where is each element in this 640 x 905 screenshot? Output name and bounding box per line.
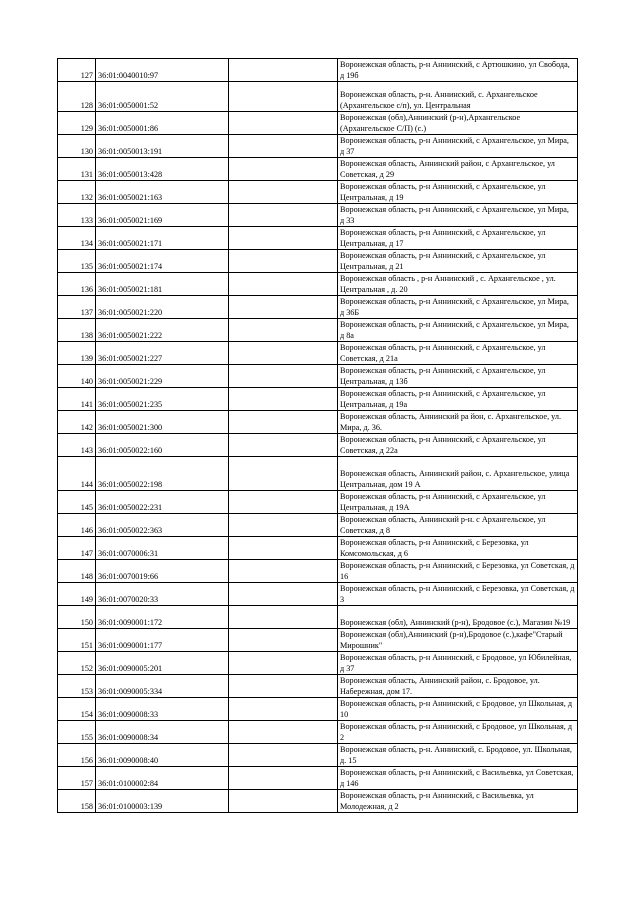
cadastral-number: 36:01:0050021:220 bbox=[96, 296, 229, 319]
empty-cell bbox=[229, 59, 338, 82]
cadastral-number: 36:01:0050013:428 bbox=[96, 158, 229, 181]
cadastral-number: 36:01:0070019:66 bbox=[96, 560, 229, 583]
row-number: 156 bbox=[58, 744, 96, 767]
row-number: 157 bbox=[58, 767, 96, 790]
address: Воронежская область, р-н Аннинский, с Березовка, ул Комсомольская, д 6 bbox=[338, 537, 578, 560]
empty-cell bbox=[229, 457, 338, 491]
table-row bbox=[58, 342, 578, 365]
cadastral-number: 36:01:0090008:40 bbox=[96, 744, 229, 767]
address: Воронежская область, Аннинский р-н. с Архангельское, ул Советская, д 8 bbox=[338, 514, 578, 537]
address: Воронежская область, р-н. Аннинский, с. Архангельское (Архангельское с/п), ул. Центральная bbox=[338, 82, 578, 112]
row-number: 138 bbox=[58, 319, 96, 342]
address: Воронежская область, р-н Аннинский, с Бродовое, ул Школьная, д 2 bbox=[338, 721, 578, 744]
table-row bbox=[58, 250, 578, 273]
table-row bbox=[58, 514, 578, 537]
table-row bbox=[58, 583, 578, 606]
table-row bbox=[58, 652, 578, 675]
cadastral-number: 36:01:0090008:33 bbox=[96, 698, 229, 721]
cadastral-number: 36:01:0040010:97 bbox=[96, 59, 229, 82]
row-number: 133 bbox=[58, 204, 96, 227]
row-number: 158 bbox=[58, 790, 96, 813]
address: Воронежская область, р-н Аннинский, с Бродовое, ул Юбилейная, д 37 bbox=[338, 652, 578, 675]
empty-cell bbox=[229, 250, 338, 273]
row-number: 140 bbox=[58, 365, 96, 388]
property-registry-table bbox=[57, 58, 578, 813]
cadastral-number: 36:01:0100003:139 bbox=[96, 790, 229, 813]
empty-cell bbox=[229, 158, 338, 181]
cadastral-number: 36:01:0050021:229 bbox=[96, 365, 229, 388]
table-row bbox=[58, 59, 578, 82]
address: Воронежская область, Аннинский район, с Архангельское, ул Советская, д 29 bbox=[338, 158, 578, 181]
table-row bbox=[58, 721, 578, 744]
cadastral-number: 36:01:0050021:169 bbox=[96, 204, 229, 227]
cadastral-number: 36:01:0100002:84 bbox=[96, 767, 229, 790]
empty-cell bbox=[229, 629, 338, 652]
cadastral-number: 36:01:0050021:171 bbox=[96, 227, 229, 250]
row-number: 145 bbox=[58, 491, 96, 514]
address: Воронежская (обл), Аннинский (р-н), Бродовое (с.), Магазин №19 bbox=[338, 606, 578, 629]
table-row bbox=[58, 112, 578, 135]
row-number: 146 bbox=[58, 514, 96, 537]
row-number: 136 bbox=[58, 273, 96, 296]
address: Воронежская (обл),Аннинский (р-н),Бродовое (с.),кафе"Старый Мирошник" bbox=[338, 629, 578, 652]
empty-cell bbox=[229, 606, 338, 629]
address: Воронежская область, Аннинский район, с. Бродовое, ул. Набережная, дом 17. bbox=[338, 675, 578, 698]
table-row bbox=[58, 181, 578, 204]
row-number: 127 bbox=[58, 59, 96, 82]
table-row bbox=[58, 560, 578, 583]
registry-rows bbox=[58, 59, 578, 813]
row-number: 150 bbox=[58, 606, 96, 629]
address: Воронежская область, Аннинский район, с. Архангельское, улица Центральная, дом 19 А bbox=[338, 457, 578, 491]
table-row bbox=[58, 365, 578, 388]
address: Воронежская область, р-н Аннинский, с Архангельское, ул Центральная, д 17 bbox=[338, 227, 578, 250]
row-number: 143 bbox=[58, 434, 96, 457]
table-row bbox=[58, 457, 578, 491]
cadastral-number: 36:01:0050022:160 bbox=[96, 434, 229, 457]
cadastral-number: 36:01:0090005:201 bbox=[96, 652, 229, 675]
cadastral-number: 36:01:0050021:235 bbox=[96, 388, 229, 411]
address: Воронежская область, Аннинский ра йон, с. Архангельское, ул. Мира, д. 36. bbox=[338, 411, 578, 434]
table-row bbox=[58, 319, 578, 342]
empty-cell bbox=[229, 698, 338, 721]
empty-cell bbox=[229, 434, 338, 457]
cadastral-number: 36:01:0050021:163 bbox=[96, 181, 229, 204]
address: Воронежская область, р-н Аннинский, с Васильевка, ул Советская, д 146 bbox=[338, 767, 578, 790]
empty-cell bbox=[229, 112, 338, 135]
address: Воронежская область, р-н Аннинский, с Васильевка, ул Молодежная, д 2 bbox=[338, 790, 578, 813]
empty-cell bbox=[229, 514, 338, 537]
address: Воронежская область, р-н Аннинский, с Архангельское, ул Мира, д 37 bbox=[338, 135, 578, 158]
row-number: 129 bbox=[58, 112, 96, 135]
table-row bbox=[58, 606, 578, 629]
row-number: 132 bbox=[58, 181, 96, 204]
empty-cell bbox=[229, 675, 338, 698]
empty-cell bbox=[229, 388, 338, 411]
table-row bbox=[58, 158, 578, 181]
row-number: 130 bbox=[58, 135, 96, 158]
address: Воронежская область, р-н Аннинский, с Бродовое, ул Школьная, д 10 bbox=[338, 698, 578, 721]
table-row bbox=[58, 675, 578, 698]
address: Воронежская область, р-н Аннинский, с Березовка, ул Советская, д 16 bbox=[338, 560, 578, 583]
row-number: 144 bbox=[58, 457, 96, 491]
address: Воронежская область, р-н Аннинский, с Архангельское, ул Советская, д 21а bbox=[338, 342, 578, 365]
empty-cell bbox=[229, 411, 338, 434]
cadastral-number: 36:01:0090008:34 bbox=[96, 721, 229, 744]
address: Воронежская область, р-н Аннинский, с Архангельское, ул Мира, д 33 bbox=[338, 204, 578, 227]
cadastral-number: 36:01:0050022:231 bbox=[96, 491, 229, 514]
address: Воронежская область, р-н Аннинский, с Архангельское, ул Мира, д 8а bbox=[338, 319, 578, 342]
table-row bbox=[58, 227, 578, 250]
address: Воронежская область, р-н Аннинский, с Архангельское, ул Центральная, д 13б bbox=[338, 365, 578, 388]
address: Воронежская область, р-н Аннинский, с Архангельское, ул Центральная, д 21 bbox=[338, 250, 578, 273]
address: Воронежская область, р-н Аннинский, с Архангельское, ул Центральная, д 19 bbox=[338, 181, 578, 204]
table-row bbox=[58, 767, 578, 790]
table-row bbox=[58, 698, 578, 721]
empty-cell bbox=[229, 342, 338, 365]
table-row bbox=[58, 204, 578, 227]
table-row bbox=[58, 491, 578, 514]
empty-cell bbox=[229, 319, 338, 342]
table-row bbox=[58, 82, 578, 112]
empty-cell bbox=[229, 296, 338, 319]
empty-cell bbox=[229, 273, 338, 296]
row-number: 137 bbox=[58, 296, 96, 319]
row-number: 155 bbox=[58, 721, 96, 744]
empty-cell bbox=[229, 744, 338, 767]
empty-cell bbox=[229, 537, 338, 560]
row-number: 152 bbox=[58, 652, 96, 675]
row-number: 128 bbox=[58, 82, 96, 112]
empty-cell bbox=[229, 491, 338, 514]
row-number: 147 bbox=[58, 537, 96, 560]
empty-cell bbox=[229, 767, 338, 790]
table-row bbox=[58, 296, 578, 319]
address: Воронежская область, р-н Аннинский, с Архангельское, ул Центральная, д 19а bbox=[338, 388, 578, 411]
cadastral-number: 36:01:0050001:52 bbox=[96, 82, 229, 112]
address: Воронежская (обл),Аннинский (р-н),Архангельское (Архангельское С/П) (с.) bbox=[338, 112, 578, 135]
row-number: 142 bbox=[58, 411, 96, 434]
address: Воронежская область, р-н Аннинский, с Архангельское, ул Советская, д 22а bbox=[338, 434, 578, 457]
address: Воронежская область, р-н Аннинский, с Архангельское, ул Мира, д 36Б bbox=[338, 296, 578, 319]
row-number: 153 bbox=[58, 675, 96, 698]
table-row bbox=[58, 434, 578, 457]
cadastral-number: 36:01:0050021:181 bbox=[96, 273, 229, 296]
cadastral-number: 36:01:0050021:174 bbox=[96, 250, 229, 273]
empty-cell bbox=[229, 204, 338, 227]
address: Воронежская область, р-н. Аннинский, с. Бродовое, ул. Школьная, д. 15 bbox=[338, 744, 578, 767]
row-number: 148 bbox=[58, 560, 96, 583]
table-row bbox=[58, 790, 578, 813]
empty-cell bbox=[229, 135, 338, 158]
cadastral-number: 36:01:0070020:33 bbox=[96, 583, 229, 606]
empty-cell bbox=[229, 790, 338, 813]
cadastral-number: 36:01:0070006:31 bbox=[96, 537, 229, 560]
row-number: 149 bbox=[58, 583, 96, 606]
empty-cell bbox=[229, 181, 338, 204]
cadastral-number: 36:01:0050021:222 bbox=[96, 319, 229, 342]
empty-cell bbox=[229, 721, 338, 744]
empty-cell bbox=[229, 652, 338, 675]
empty-cell bbox=[229, 583, 338, 606]
table-row bbox=[58, 135, 578, 158]
row-number: 131 bbox=[58, 158, 96, 181]
empty-cell bbox=[229, 82, 338, 112]
row-number: 139 bbox=[58, 342, 96, 365]
table-row bbox=[58, 629, 578, 652]
cadastral-number: 36:01:0050013:191 bbox=[96, 135, 229, 158]
row-number: 141 bbox=[58, 388, 96, 411]
cadastral-number: 36:01:0050001:86 bbox=[96, 112, 229, 135]
address: Воронежская область, р-н Аннинский, с Архангельское, ул Центральная, д 19А bbox=[338, 491, 578, 514]
row-number: 154 bbox=[58, 698, 96, 721]
row-number: 135 bbox=[58, 250, 96, 273]
cadastral-number: 36:01:0050021:300 bbox=[96, 411, 229, 434]
address: Воронежская область, р-н Аннинский, с Березовка, ул Советская, д 3 bbox=[338, 583, 578, 606]
cadastral-number: 36:01:0050022:363 bbox=[96, 514, 229, 537]
table-row bbox=[58, 537, 578, 560]
row-number: 134 bbox=[58, 227, 96, 250]
table-row bbox=[58, 273, 578, 296]
cadastral-number: 36:01:0050021:227 bbox=[96, 342, 229, 365]
cadastral-number: 36:01:0090001:177 bbox=[96, 629, 229, 652]
table-row bbox=[58, 388, 578, 411]
table-row bbox=[58, 744, 578, 767]
cadastral-number: 36:01:0050022:198 bbox=[96, 457, 229, 491]
empty-cell bbox=[229, 560, 338, 583]
address: Воронежская область, р-н Аннинский, с Артюшкино, ул Свобода, д 19б bbox=[338, 59, 578, 82]
row-number: 151 bbox=[58, 629, 96, 652]
cadastral-number: 36:01:0090001:172 bbox=[96, 606, 229, 629]
cadastral-number: 36:01:0090005:334 bbox=[96, 675, 229, 698]
address: Воронежская область , р-н Аннинский , с. Архангельское , ул. Центральная , д. 20 bbox=[338, 273, 578, 296]
empty-cell bbox=[229, 365, 338, 388]
table-row bbox=[58, 411, 578, 434]
empty-cell bbox=[229, 227, 338, 250]
